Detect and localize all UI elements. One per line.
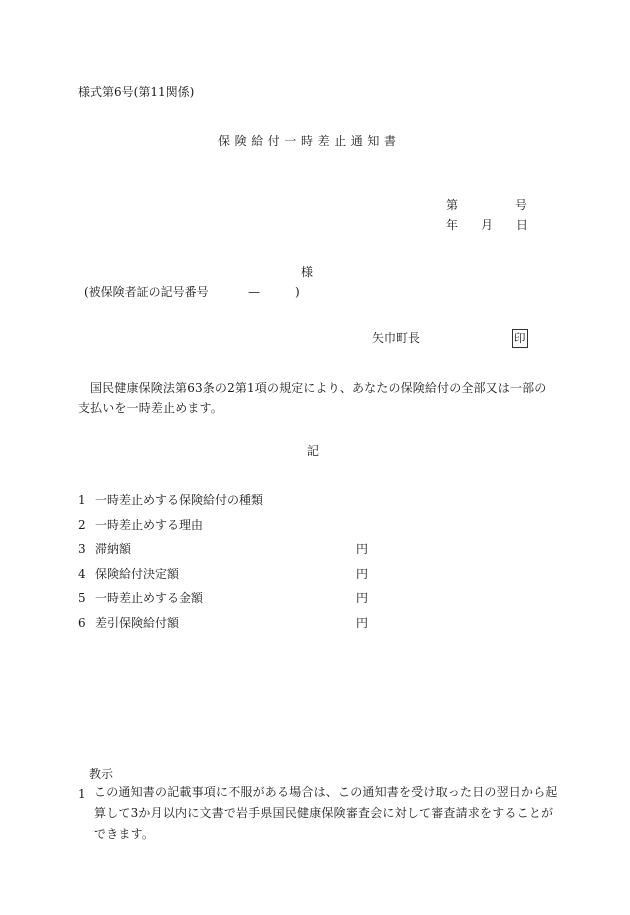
item-yen-unit: 円	[356, 591, 369, 605]
document-number-prefix: 第	[446, 198, 459, 212]
item-yen-unit: 円	[356, 567, 369, 581]
item-label: 保険給付決定額	[95, 567, 180, 581]
item-label: 一時差止めする金額	[95, 591, 204, 605]
item-number: 5	[78, 591, 86, 605]
date-day-label: 日	[516, 218, 529, 232]
instruction-text: この通知書の記載事項に不服がある場合は、この通知書を受け取った日の翌日から起算して3か月以内に文書で岩手県国民健康保険審査会に対して審査請求をすることができます。	[94, 785, 558, 841]
document-title: 保険給付一時差止通知書	[218, 134, 401, 148]
item-number: 1	[78, 493, 86, 507]
insured-number-label: (被保険者証の記号番号	[84, 285, 209, 299]
date-month-label: 月	[481, 218, 494, 232]
notice-body-text: 国民健康保険法第63条の2第1項の規定により、あなたの保険給付の全部又は一部の支払いを一時差止めます。	[78, 381, 547, 415]
item-number: 2	[78, 518, 86, 532]
insured-number-close: )	[295, 285, 300, 299]
form-number: 様式第6号(第11関係)	[78, 85, 195, 99]
instruction-heading: 教示	[89, 767, 114, 781]
addressee-honorific: 様	[301, 265, 314, 279]
item-number: 6	[78, 616, 86, 630]
item-number: 4	[78, 567, 86, 581]
ki-heading: 記	[307, 444, 320, 458]
issuer-name: 矢巾町長	[372, 331, 421, 345]
item-number: 3	[78, 542, 86, 556]
instruction-number: 1	[78, 787, 86, 801]
item-label: 一時差止めする理由	[95, 518, 204, 532]
item-yen-unit: 円	[356, 616, 369, 630]
document-number-suffix: 号	[515, 198, 528, 212]
item-label: 滞納額	[95, 542, 132, 556]
item-label: 差引保険給付額	[95, 616, 180, 630]
item-label: 一時差止めする保険給付の種類	[95, 493, 264, 507]
insured-number-dash: —	[248, 285, 260, 299]
seal-stamp: 印	[512, 329, 528, 348]
item-yen-unit: 円	[356, 542, 369, 556]
date-year-label: 年	[446, 218, 459, 232]
